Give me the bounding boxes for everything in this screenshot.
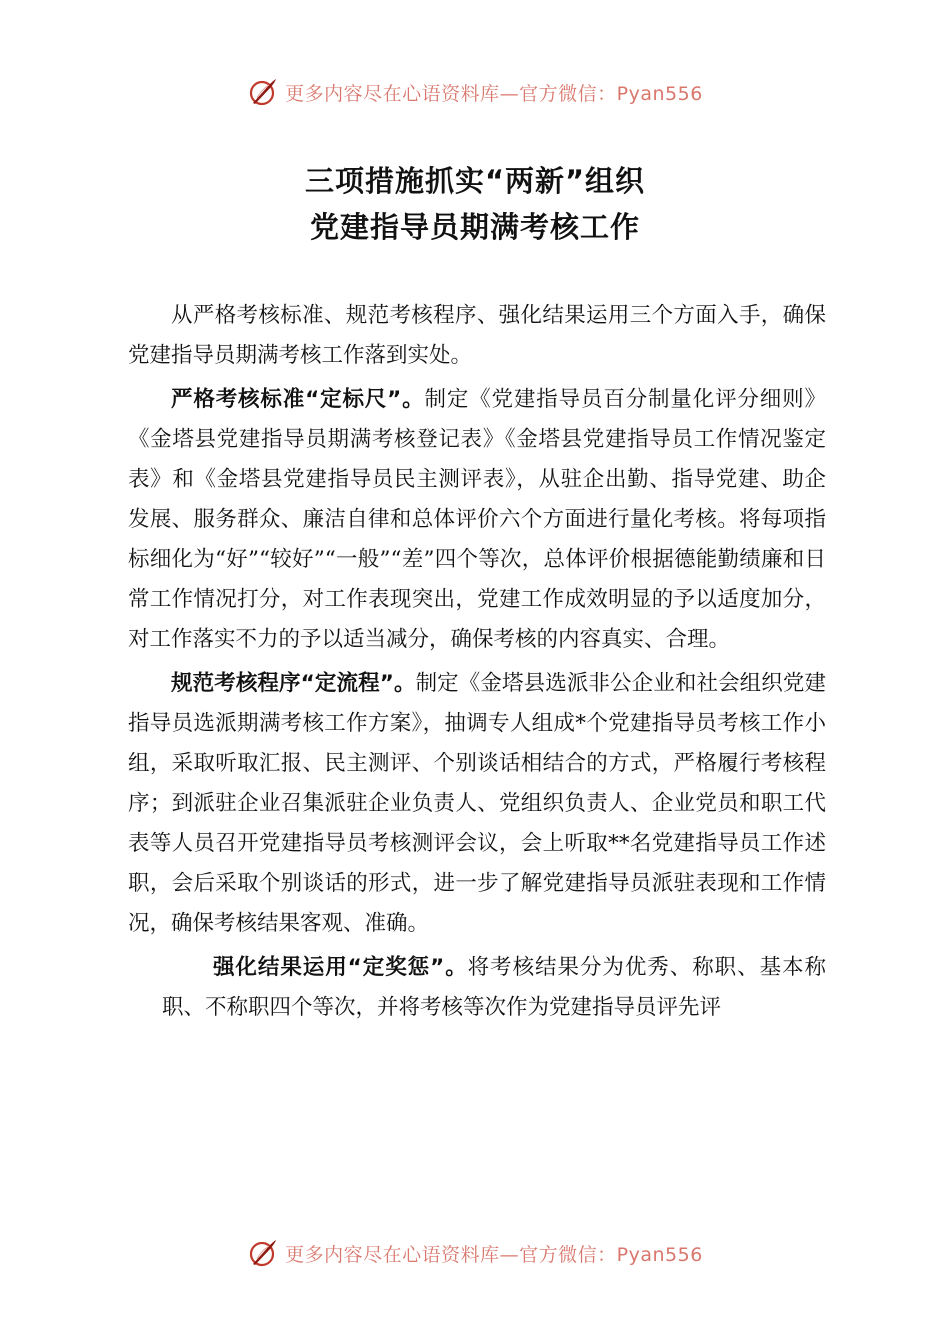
section-paragraph: [128, 664, 826, 944]
quill-logo-icon: [247, 76, 279, 108]
watermark-text: 更多内容尽在心语资料库—官方微信：Pyan556: [285, 82, 703, 105]
header-watermark: [0, 72, 950, 112]
title-line-2: 党建指导员期满考核工作: [309, 210, 640, 244]
intro-paragraph: 从严格考核标准、规范考核程序、强化结果运用三个方面入手，确保党建指导员期满考核工作落到实处。: [128, 303, 826, 368]
document-body: [128, 296, 826, 1032]
section-heading: 严格考核标准“定标尺”。: [171, 387, 425, 412]
quill-logo-icon: [247, 1237, 279, 1269]
section-text: 制定《金塔县选派非公企业和社会组织党建指导员选派期满考核工作方案》，抽调专人组成*个党建指导员考核工作小组，采取听取汇报、民主测评、个别谈话相结合的方式，严格履行考核程序；到派驻企业召集派驻企业负责人、党组织负责人、企业党员和职工代表等人员召开党建指导员考核测评会议，会上听取**名党建指导员工作述职，会后采取个别谈话的形式，进一步了解党建指导员派驻表现和工作情况，确保考核结果客观、准确。: [128, 671, 826, 936]
section-paragraph: [128, 380, 826, 660]
watermark-id: Pyan556: [616, 1243, 703, 1266]
page-title: [0, 158, 950, 250]
watermark-id: Pyan556: [616, 82, 703, 105]
watermark-text: 更多内容尽在心语资料库—官方微信：Pyan556: [285, 1243, 703, 1266]
section-paragraph: [128, 948, 826, 1028]
section-text: 将考核结果分为优秀、称职、基本称职、不称职四个等次，并将考核等次作为党建指导员评先评: [162, 955, 826, 1020]
section-text: 制定《党建指导员百分制量化评分细则》《金塔县党建指导员期满考核登记表》《金塔县党建指导员工作情况鉴定表》和《金塔县党建指导员民主测评表》，从驻企出勤、指导党建、助企发展、服务群众、廉洁自律和总体评价六个方面进行量化考核。将每项指标细化为“好”“较好”“一般”“差”四个等次，总体评价根据德能勤绩廉和日常工作情况打分，对工作表现突出，党建工作成效明显的予以适度加分，对工作落实不力的予以适当减分，确保考核的内容真实、合理。: [128, 387, 826, 652]
footer-watermark: [0, 1233, 950, 1273]
section-heading: 规范考核程序“定流程”。: [171, 671, 416, 696]
section-heading: 强化结果运用“定奖惩”。: [212, 955, 468, 980]
title-line-1: 三项措施抓实“两新”组织: [304, 164, 646, 198]
